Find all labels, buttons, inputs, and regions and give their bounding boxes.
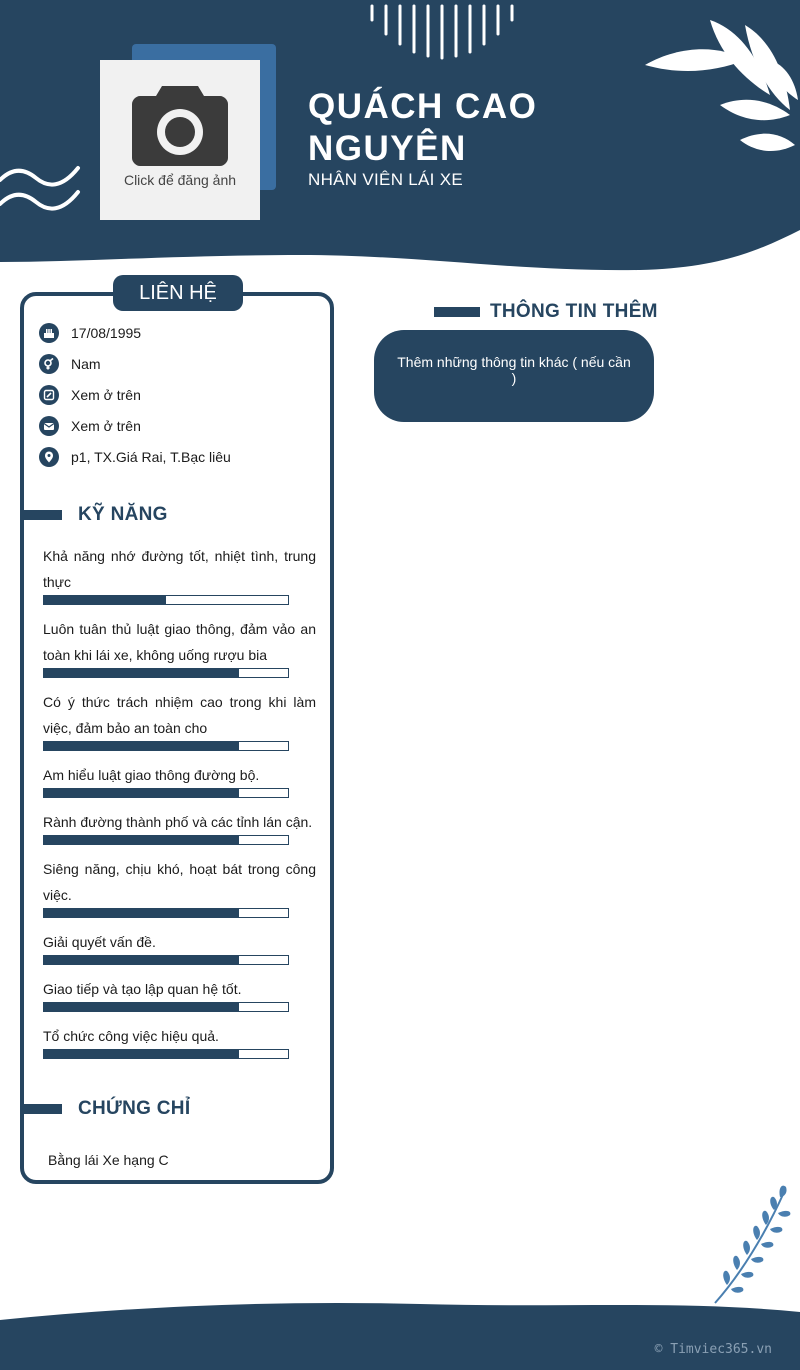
contact-heading: LIÊN HỆ xyxy=(113,275,243,311)
skill-level-bar xyxy=(43,835,289,845)
footer-background xyxy=(0,1290,800,1370)
job-title: NHÂN VIÊN LÁI XE xyxy=(308,170,464,189)
skill-level-fill xyxy=(44,956,239,964)
phone-icon xyxy=(39,385,59,405)
skill-level-fill xyxy=(44,789,239,797)
copyright-text: © Timviec365.vn xyxy=(654,1342,772,1357)
skill-level-fill xyxy=(44,669,239,677)
heading-bar xyxy=(22,510,62,520)
heading-bar xyxy=(22,1104,62,1114)
certificates-heading xyxy=(22,1096,190,1122)
contact-phone-value: Xem ở trên xyxy=(71,387,141,403)
contact-gender xyxy=(39,353,101,375)
skill-level-bar xyxy=(43,1002,289,1012)
contact-address-value: p1, TX.Giá Rai, T.Bạc liêu xyxy=(71,449,231,465)
skill-text: Am hiểu luật giao thông đường bộ. xyxy=(43,767,260,783)
contact-gender-value: Nam xyxy=(71,356,101,372)
heading-bar xyxy=(434,307,480,317)
skill-text: Rành đường thành phố và các tỉnh lán cận. xyxy=(43,814,313,830)
skill-level-bar xyxy=(43,788,289,798)
skill-level-fill xyxy=(44,596,166,604)
skill-level-bar xyxy=(43,668,289,678)
skill-level-bar xyxy=(43,1049,289,1059)
candidate-name: QUÁCH CAO NGUYÊN xyxy=(308,87,538,168)
certificates-heading-text: CHỨNG CHỈ xyxy=(78,1098,191,1119)
skill-level-bar xyxy=(43,741,289,751)
extra-info-heading xyxy=(434,298,658,326)
skill-level-fill xyxy=(44,909,239,917)
contact-birthday-value: 17/08/1995 xyxy=(71,325,142,341)
contact-birthday xyxy=(39,322,141,344)
skill-text: Khả năng nhớ đường tốt, nhiệt tình, trung thực xyxy=(43,548,316,590)
skill-text: Giao tiếp và tạo lập quan hệ tốt. xyxy=(43,981,242,997)
skill-level-fill xyxy=(44,1050,239,1058)
contact-email xyxy=(39,415,141,437)
certificate-item: Bằng lái Xe hạng C xyxy=(48,1152,169,1168)
contact-address xyxy=(39,446,231,468)
extra-info-heading-text: THÔNG TIN THÊM xyxy=(490,301,658,322)
gender-icon xyxy=(39,354,59,374)
extra-info-box[interactable]: Thêm những thông tin khác ( nếu cần ) xyxy=(374,330,654,422)
skill-text: Luôn tuân thủ luật giao thông, đảm vảo an toàn khi lái xe, không uống rượu bia xyxy=(43,621,316,663)
photo-upload-caption: Click để đăng ảnh xyxy=(123,172,237,188)
skill-level-bar xyxy=(43,955,289,965)
contact-phone xyxy=(39,384,141,406)
skill-level-fill xyxy=(44,1003,239,1011)
skills-heading-text: KỸ NĂNG xyxy=(78,504,168,525)
skill-level-fill xyxy=(44,836,239,844)
skill-text: Có ý thức trách nhiệm cao trong khi làm việc, đảm bảo an toàn cho xyxy=(43,694,316,736)
birthday-cake-icon xyxy=(39,323,59,343)
skill-level-bar xyxy=(43,595,289,605)
skill-text: Tổ chức công việc hiệu quả. xyxy=(43,1028,219,1044)
skill-level-bar xyxy=(43,908,289,918)
skills-heading xyxy=(22,502,168,528)
camera-icon xyxy=(132,82,228,166)
contact-email-value: Xem ở trên xyxy=(71,418,141,434)
skill-level-fill xyxy=(44,742,239,750)
location-icon xyxy=(39,447,59,467)
skill-text: Siêng năng, chịu khó, hoạt bát trong công việc. xyxy=(43,861,316,903)
avatar-upload[interactable] xyxy=(100,60,260,220)
skill-text: Giải quyết vấn đề. xyxy=(43,934,156,950)
email-icon xyxy=(39,416,59,436)
